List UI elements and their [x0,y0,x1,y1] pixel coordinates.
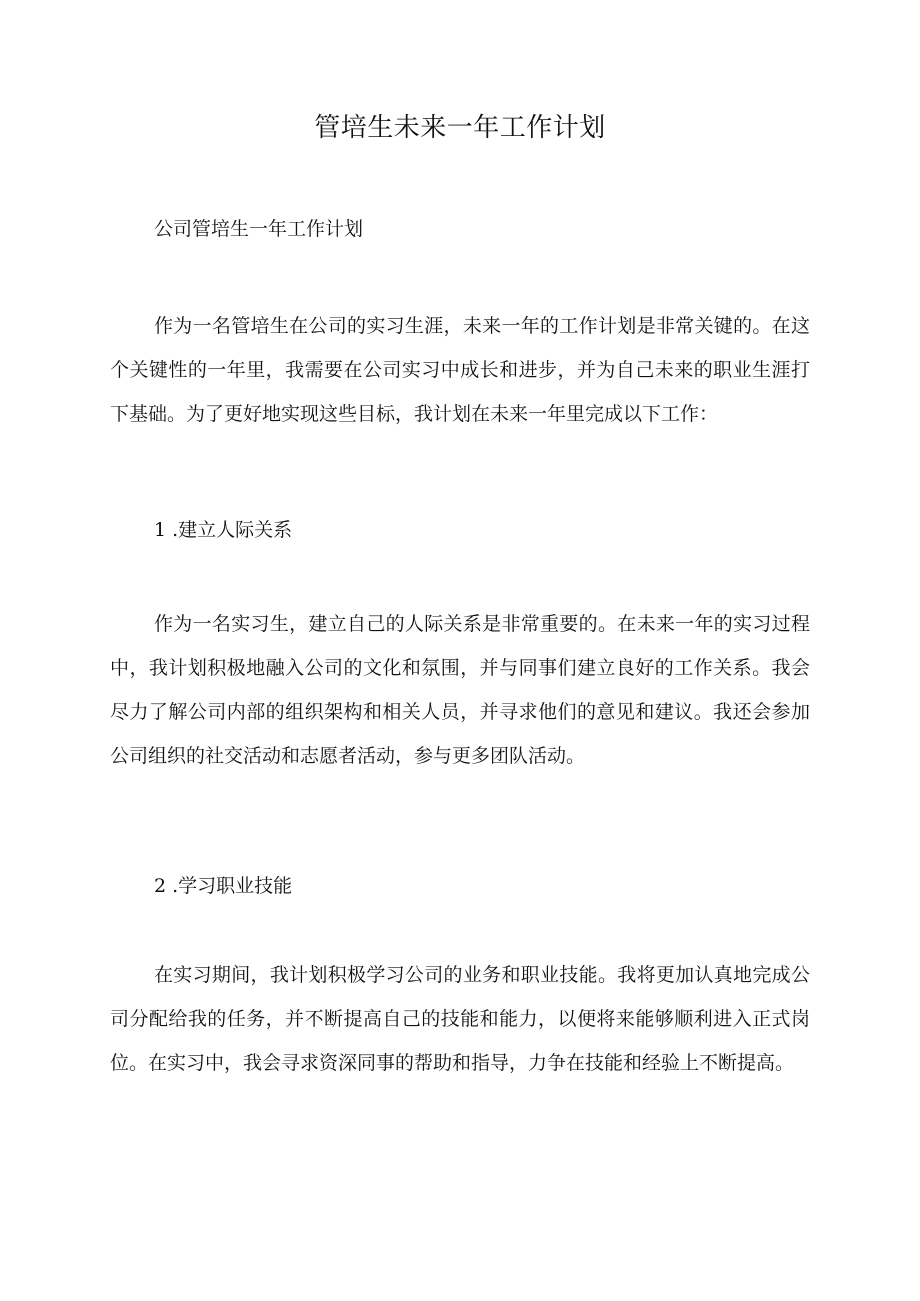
document-subtitle: 公司管培生一年工作计划 [154,218,364,240]
intro-paragraph: 作为一名管培生在公司的实习生涯，未来一年的工作计划是非常关键的。在这个关键性的一年里，我需要在公司实习中成长和进步，并为自己未来的职业生涯打下基础。为了更好地实现这些目标，我计划在未来一年里完成以下工作： [110,315,810,425]
section-paragraph: 在实习期间，我计划积极学习公司的业务和职业技能。我将更加认真地完成公司分配给我的任务，并不断提高自己的技能和能力，以便将来能够顺利进入正式岗位。在实习中，我会寻求资深同事的帮助和指导，力争在技能和经验上不断提高。 [110,964,810,1074]
section-heading: 2 .学习职业技能 [154,875,293,897]
document-title: 管培生未来一年工作计划 [314,113,606,143]
section-paragraph: 作为一名实习生，建立自己的人际关系是非常重要的。在未来一年的实习过程中，我计划积极地融入公司的文化和氛围，并与同事们建立良好的工作关系。我会尽力了解公司内部的组织架构和相关人员，并寻求他们的意见和建议。我还会参加公司组织的社交活动和志愿者活动，参与更多团队活动。 [110,613,810,767]
section-heading: 1 .建立人际关系 [154,519,293,541]
